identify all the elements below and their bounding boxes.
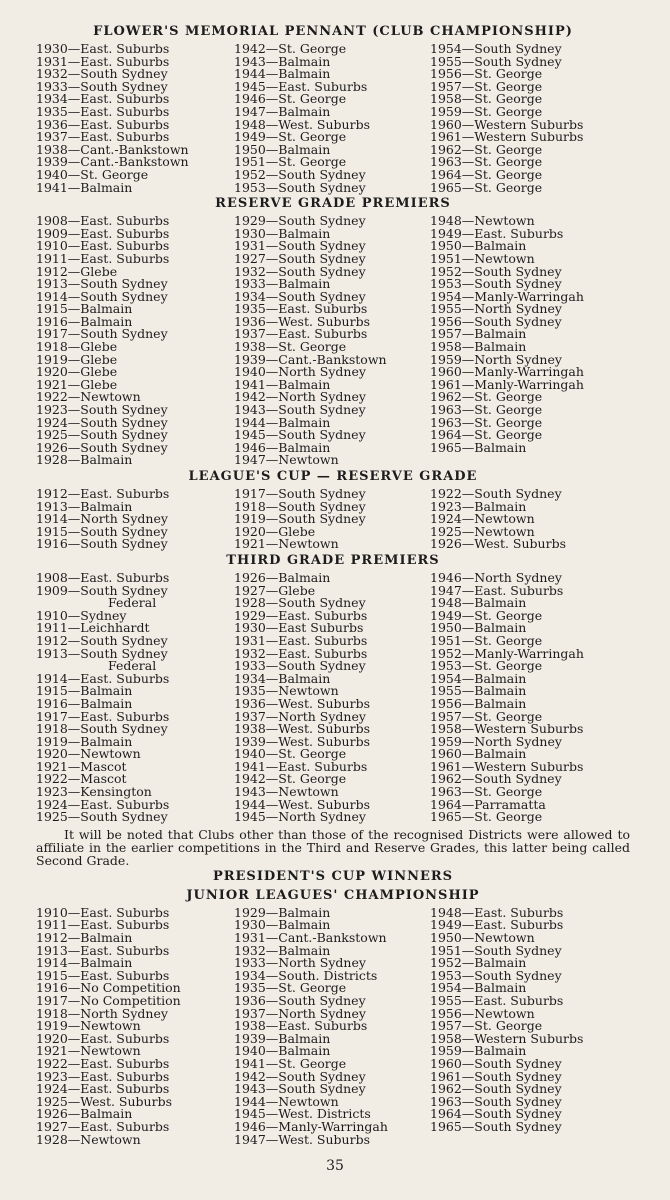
year-entry: 1963—St. George [430,784,543,800]
year-entry: 1944—Balmain [234,66,331,82]
year-entry: 1963—South Sydney [430,1093,562,1109]
year-entry: 1921—Mascot [36,758,127,774]
year-entry: 1920—Newtown [36,746,141,762]
year-entry: 1917—East. Suburbs [36,708,170,724]
year-entry: 1946—North Sydney [430,569,562,585]
year-entry: 1950—Balmain [430,238,527,254]
year-entry: 1940—St. George [36,166,149,182]
section-heading: PRESIDENT'S CUP WINNERS [212,868,454,884]
year-entry: 1930—East. Suburbs [36,41,170,56]
year-entry: Federal [108,658,157,674]
year-entry: 1947—East. Suburbs [430,582,564,598]
year-entry: 1936—West. Suburbs [234,695,370,711]
entry-column [234,43,430,194]
entry-column [36,569,234,825]
year-entry: 1946—St. George [234,91,347,107]
year-entry: 1922—Mascot [36,771,127,787]
year-entry: 1926—South Sydney [36,439,168,455]
year-entry: 1926—West. Suburbs [430,536,566,552]
year-entry: 1964—St. George [430,427,543,443]
year-entry: 1963—St. George [430,414,543,430]
year-entry: 1911—East. Suburbs [36,917,170,933]
year-entry: 1952—South Sydney [430,263,562,279]
year-entry: 1918—North Sydney [36,1005,168,1021]
year-entry: 1933—North Sydney [234,955,366,971]
year-entry: 1954—South Sydney [430,41,562,56]
year-entry: 1939—Cant.-Bankstown [36,154,189,170]
year-entry: 1915—East. Suburbs [36,967,170,983]
year-entry: 1951—St. George [430,632,543,648]
year-entry: 1934—South Sydney [234,288,366,304]
year-entry: 1934—Balmain [234,670,331,686]
year-entry: 1914—Balmain [36,955,133,971]
year-entry: 1926—Balmain [36,1106,133,1122]
year-entry: 1941—Balmain [234,376,331,392]
year-entry: 1959—North Sydney [430,351,562,367]
entry-column [36,43,234,194]
year-entry: 1962—South Sydney [430,1081,562,1097]
year-entry: 1927—East. Suburbs [36,1118,170,1134]
year-entry: 1923—South Sydney [36,402,168,418]
year-entry: 1940—St. George [234,746,347,762]
page-content [36,24,630,1146]
year-entry: 1920—Glebe [36,364,118,380]
year-entry: 1924—East. Suburbs [36,1081,170,1097]
year-entry: 1931—Cant.-Bankstown [234,930,387,946]
year-entry: 1931—South Sydney [234,238,366,254]
year-entry: 1935—East. Suburbs [36,103,170,119]
year-entry: 1964—South Sydney [430,1106,562,1122]
year-entry: Federal [108,595,157,611]
year-entry: 1944—West. Suburbs [234,796,370,812]
year-entry: 1924—Newtown [430,511,535,527]
year-entry: 1951—South Sydney [430,942,562,958]
year-entry: 1912—East. Suburbs [36,486,170,501]
year-entry: 1910—East. Suburbs [36,238,170,254]
year-entry: 1963—St. George [430,154,543,170]
year-entry: 1919—South Sydney [234,511,366,527]
year-entry: 1925—South Sydney [36,809,168,825]
year-entry: 1940—North Sydney [234,364,366,380]
year-entry: 1914—North Sydney [36,511,168,527]
year-entry: 1965—Balmain [430,439,527,455]
year-entry: 1910—Sydney [36,607,127,623]
entry-column [36,904,234,1147]
year-entry: 1916—No Competition [36,980,181,996]
year-entry: 1937—East. Suburbs [36,129,170,145]
year-entry: 1947—West. Suburbs [234,1131,370,1147]
year-entry: 1919—Balmain [36,733,133,749]
year-entry: 1939—Balmain [234,1030,331,1046]
year-entry: 1959—St. George [430,103,543,119]
year-entry: 1944—Balmain [234,414,331,430]
year-entry: 1913—East. Suburbs [36,942,170,958]
year-entry: 1932—Balmain [234,942,331,958]
year-entry: 1952—Manly-Warringah [430,645,584,661]
year-entry: 1942—South Sydney [234,1068,366,1084]
year-entry: 1951—St. George [234,154,347,170]
year-entry: 1956—Newtown [430,1005,535,1021]
year-entry: 1957—Balmain [430,326,527,342]
year-entry: 1921—Newtown [36,1043,141,1059]
year-entry: 1925—Newtown [430,523,535,539]
entry-column [234,488,430,551]
year-entry: 1909—South Sydney [36,582,168,598]
year-entry: 1924—East. Suburbs [36,796,170,812]
year-entry: 1923—Kensington [36,784,152,800]
year-entry: 1926—Balmain [234,569,331,585]
year-entry: 1916—South Sydney [36,536,168,552]
year-entry: 1930—East Suburbs [234,620,364,636]
entry-column [234,904,430,1147]
year-entry: 1938—St. George [234,339,347,355]
year-entry: 1964—Parramatta [430,796,546,812]
year-entry: 1962—South Sydney [430,771,562,787]
year-entry: 1912—South Sydney [36,632,168,648]
section-columns [36,569,630,825]
year-entry: 1955—North Sydney [430,301,562,317]
year-entry: 1922—East. Suburbs [36,1055,170,1071]
year-entry: 1932—East. Suburbs [234,645,368,661]
year-entry: 1909—East. Suburbs [36,225,170,241]
year-entry: 1949—East. Suburbs [430,225,564,241]
year-entry: 1916—Balmain [36,313,133,329]
year-entry: 1937—North Sydney [234,1005,366,1021]
year-entry: 1917—South Sydney [36,326,168,342]
year-entry: 1939—Cant.-Bankstown [234,351,387,367]
year-entry: 1965—St. George [430,809,543,825]
year-entry: 1928—South Sydney [234,595,366,611]
year-entry: 1948—West. Suburbs [234,116,370,132]
year-entry: 1924—South Sydney [36,414,168,430]
year-entry: 1955—East. Suburbs [430,993,564,1008]
year-entry: 1942—North Sydney [234,389,366,405]
year-entry: 1914—East. Suburbs [36,670,170,686]
year-entry: 1953—St. George [430,658,543,674]
section-columns [36,904,630,1147]
year-entry: 1930—Balmain [234,917,331,933]
year-entry: 1948—Balmain [430,595,527,611]
year-entry: 1908—East. Suburbs [36,213,170,229]
year-entry: 1934—South. Districts [234,967,378,983]
year-entry: 1946—Balmain [234,439,331,455]
year-entry: 1948—East. Suburbs [430,904,564,920]
year-entry: 1961—South Sydney [430,1068,562,1084]
year-entry: 1937—North Sydney [234,708,366,724]
year-entry: 1936—East. Suburbs [36,116,170,132]
year-entry: 1950—Balmain [430,620,527,636]
section-heading: LEAGUE'S CUP — RESERVE GRADE [188,469,478,484]
year-entry: 1951—Newtown [430,250,535,266]
year-entry: 1963—St. George [430,402,543,418]
year-entry: 1960—Western Suburbs [430,116,584,132]
year-entry: 1955—South Sydney [430,53,562,69]
year-entry: 1950—Newtown [430,930,535,946]
year-entry: 1945—East. Suburbs [234,78,368,94]
year-entry: 1953—South Sydney [430,967,562,983]
year-entry: 1954—Balmain [430,980,527,996]
entry-column [36,488,234,551]
year-entry: 1961—Western Suburbs [430,129,584,145]
year-entry: 1948—Newtown [430,213,535,229]
year-entry: 1929—South Sydney [234,213,366,229]
year-entry: 1942—St. George [234,771,347,787]
entry-column [430,904,630,1146]
year-entry: 1959—Balmain [430,1043,527,1059]
year-entry: 1925—West. Suburbs [36,1093,172,1109]
year-entry: 1952—South Sydney [234,166,366,182]
year-entry: 1937—East. Suburbs [234,326,368,342]
year-entry: 1927—Glebe [234,582,316,598]
year-entry: 1945—South Sydney [234,427,366,443]
year-entry: 1931—East. Suburbs [36,53,170,69]
year-entry: 1943—South Sydney [234,1081,366,1097]
year-entry: 1917—No Competition [36,993,181,1008]
year-entry: 1932—South Sydney [234,263,366,279]
year-entry: 1960—South Sydney [430,1055,562,1071]
year-entry: 1912—Glebe [36,263,118,279]
year-entry: 1908—East. Suburbs [36,569,170,585]
year-entry: 1949—St. George [234,129,347,145]
year-entry: 1931—East. Suburbs [234,632,368,648]
year-entry: 1927—South Sydney [234,250,366,266]
year-entry: 1930—Balmain [234,225,331,241]
year-entry: 1943—South Sydney [234,402,366,418]
year-entry: 1921—Glebe [36,376,118,392]
year-entry: 1938—West. Suburbs [234,721,370,737]
year-entry: 1918—Glebe [36,339,118,355]
year-entry: 1929—East. Suburbs [234,607,368,623]
section-columns [36,43,630,194]
year-entry: 1940—Balmain [234,1043,331,1059]
year-entry: 1936—West. Suburbs [234,313,370,329]
year-entry: 1918—South Sydney [36,721,168,737]
year-entry: 1921—Newtown [234,536,339,552]
year-entry: 1954—Balmain [430,670,527,686]
section-heading: FLOWER'S MEMORIAL PENNANT (CLUB CHAMPIONSHIP) [93,24,573,39]
year-entry: 1938—East. Suburbs [234,1018,368,1034]
year-entry: 1957—St. George [430,708,543,724]
year-entry: 1943—Balmain [234,53,331,69]
year-entry: 1933—Balmain [234,276,331,292]
year-entry: 1918—South Sydney [234,498,366,514]
year-entry: 1965—South Sydney [430,1118,562,1134]
year-entry: 1965—St. George [430,179,543,195]
entry-column [430,569,630,825]
year-entry: 1923—Balmain [430,498,527,514]
year-entry: 1911—East. Suburbs [36,250,170,266]
year-entry: 1936—South Sydney [234,993,366,1008]
entry-column [430,43,630,194]
year-entry: 1957—St. George [430,1018,543,1034]
section-heading: THIRD GRADE PREMIERS [226,552,440,568]
year-entry: 1933—South Sydney [36,78,168,94]
year-entry: 1964—St. George [430,166,543,182]
year-entry: 1915—Balmain [36,301,133,317]
section-heading: RESERVE GRADE PREMIERS [215,196,451,212]
year-entry: 1946—Manly-Warringah [234,1118,388,1134]
year-entry: 1914—South Sydney [36,288,168,304]
year-entry: 1932—South Sydney [36,66,168,82]
year-entry: 1913—South Sydney [36,276,168,292]
year-entry: 1913—South Sydney [36,645,168,661]
year-entry: 1944—Newtown [234,1093,339,1109]
year-entry: 1911—Leichhardt [36,620,150,636]
year-entry: 1960—Manly-Warringah [430,364,584,380]
year-entry: 1912—Balmain [36,930,133,946]
year-entry: 1919—Glebe [36,351,118,367]
year-entry: 1929—Balmain [234,904,331,920]
year-entry: 1920—East. Suburbs [36,1030,170,1046]
year-entry: 1956—St. George [430,66,543,82]
year-entry: 1935—St. George [234,980,347,996]
section-columns [36,215,630,467]
entry-column [234,569,430,825]
year-entry: 1955—Balmain [430,683,527,699]
year-entry: 1933—South Sydney [234,658,366,674]
year-entry: 1943—Newtown [234,784,339,800]
entry-column [430,215,630,467]
year-entry: 1957—St. George [430,78,543,94]
year-entry: 1916—Balmain [36,695,133,711]
year-entry: 1956—South Sydney [430,313,562,329]
year-entry: 1950—Balmain [234,141,331,157]
year-entry: 1942—St. George [234,41,347,56]
page-number: 35 [326,1158,344,1174]
year-entry: 1941—Balmain [36,179,133,195]
year-entry: 1956—Balmain [430,695,527,711]
year-entry: 1941—East. Suburbs [234,758,368,774]
year-entry: 1961—Manly-Warringah [430,376,584,392]
year-entry: 1949—East. Suburbs [430,917,564,933]
year-entry: 1945—North Sydney [234,809,366,825]
year-entry: 1945—West. Districts [234,1106,371,1122]
year-entry: 1962—St. George [430,141,543,157]
year-entry: 1910—East. Suburbs [36,904,170,920]
year-entry: 1958—St. George [430,91,543,107]
year-entry: 1947—Balmain [234,103,331,119]
year-entry: 1915—Balmain [36,683,133,699]
year-entry: 1938—Cant.-Bankstown [36,141,189,157]
entry-column [430,488,630,551]
section-columns [36,488,630,551]
year-entry: 1959—North Sydney [430,733,562,749]
year-entry: 1961—Western Suburbs [430,758,584,774]
year-entry: 1913—Balmain [36,498,133,514]
year-entry: 1958—Western Suburbs [430,1030,584,1046]
year-entry: 1919—Newtown [36,1018,141,1034]
year-entry: 1947—Newtown [234,452,339,468]
year-entry: 1928—Balmain [36,452,133,468]
entry-column [36,215,234,467]
year-entry: 1952—Balmain [430,955,527,971]
year-entry: 1958—Western Suburbs [430,721,584,737]
year-entry: 1941—St. George [234,1055,347,1071]
year-entry: 1949—St. George [430,607,543,623]
year-entry: 1954—Manly-Warringah [430,288,584,304]
year-entry: 1935—Newtown [234,683,339,699]
year-entry: 1920—Glebe [234,523,316,539]
year-entry: 1960—Balmain [430,746,527,762]
year-entry: 1928—Newtown [36,1131,141,1147]
affiliation-note: It will be noted that Clubs other than those of the recognised Districts were allowed to affiliate in the earlier competitions in the Third and Reserve Grades, this latter being called Second Grade. [36,826,630,868]
year-entry: 1922—Newtown [36,389,141,405]
year-entry: 1953—South Sydney [430,276,562,292]
year-entry: 1923—East. Suburbs [36,1068,170,1084]
year-entry: 1934—East. Suburbs [36,91,170,107]
year-entry: 1915—South Sydney [36,523,168,539]
entry-column [234,215,430,467]
year-entry: 1953—South Sydney [234,179,366,195]
year-entry: 1958—Balmain [430,339,527,355]
year-entry: 1962—St. George [430,389,543,405]
year-entry: 1935—East. Suburbs [234,301,368,317]
year-entry: 1939—West. Suburbs [234,733,370,749]
year-entry: 1917—South Sydney [234,486,366,501]
section-heading: JUNIOR LEAGUES' CHAMPIONSHIP [186,887,480,903]
year-entry: 1922—South Sydney [430,486,562,501]
year-entry: 1925—South Sydney [36,427,168,443]
